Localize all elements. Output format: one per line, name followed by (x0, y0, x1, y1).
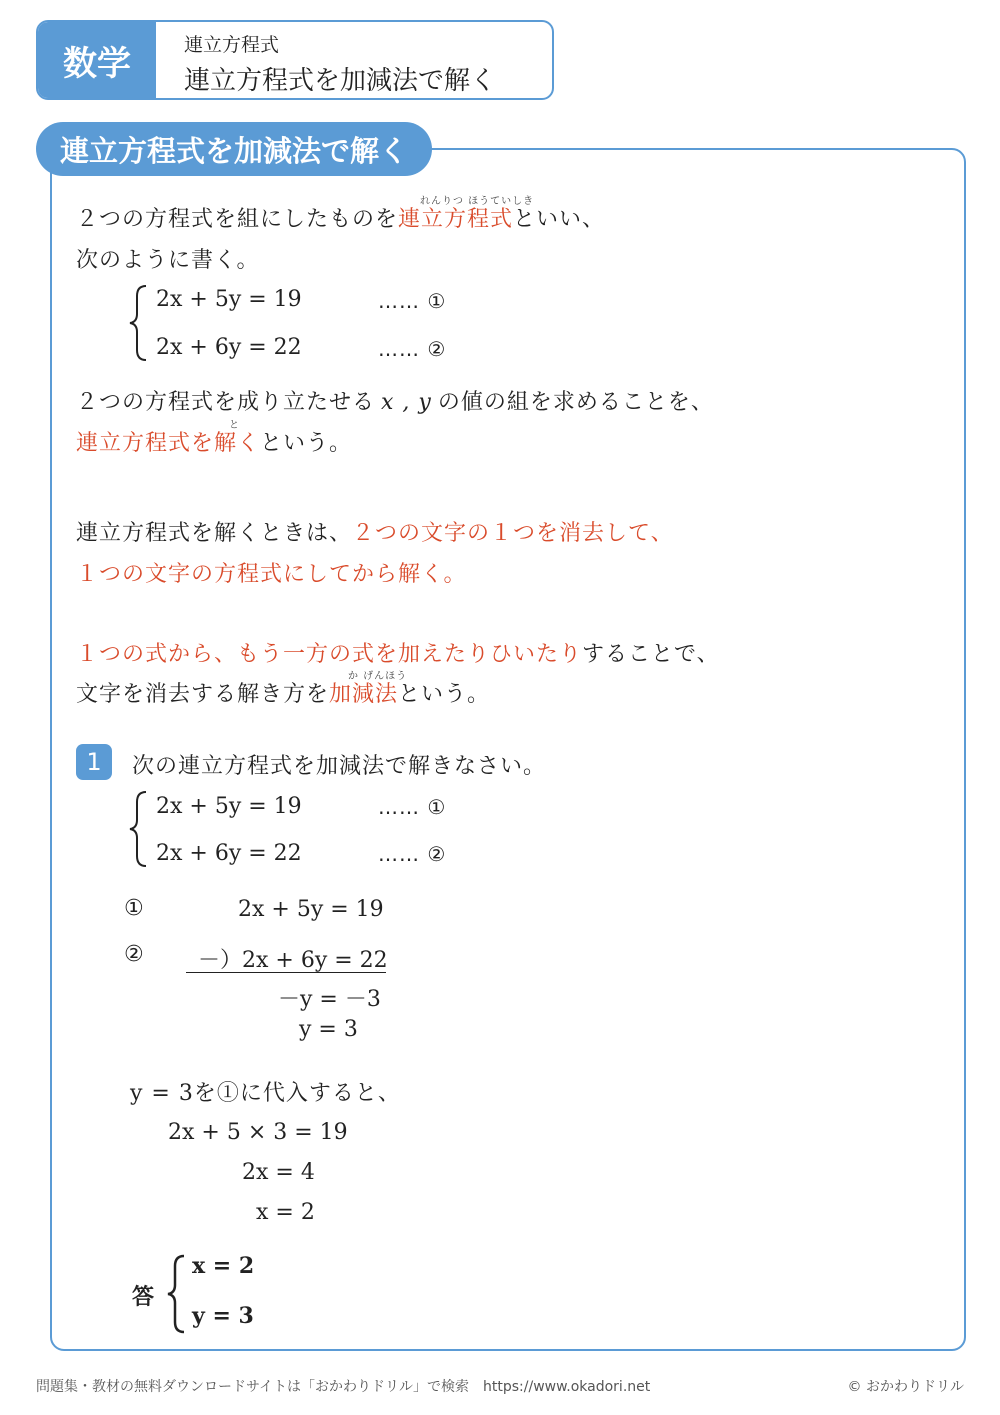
paragraph-1-line-1 (76, 202, 605, 233)
system-1-eq-1: 2x + 5y = 19 (156, 287, 302, 312)
paragraph-4-line-2 (76, 677, 490, 708)
work-row-2: －）2x + 6y = 22 (198, 948, 388, 973)
p4-red: １つの式から、もう一方の式を加えたりひいたり (76, 642, 583, 667)
term-toku-kanji: 解 (214, 431, 238, 456)
substitution-row-2: 2x = 4 (242, 1160, 315, 1185)
system-2-eq-2: 2x + 6y = 22 (156, 841, 302, 866)
footer-left: 問題集・教材の無料ダウンロードサイトは「おかわりドリル」で検索 https://www.okadori.net (36, 1379, 651, 1395)
answer-y: y = 3 (192, 1303, 254, 1329)
work-row-4: y = 3 (299, 1017, 358, 1042)
term-renritsu-houteishiki: 連立方程式 (398, 207, 514, 232)
work-label-1: ① (124, 896, 145, 921)
substitution-row-3: x = 2 (256, 1200, 315, 1225)
p4-line2-b: という。 (398, 682, 491, 707)
footer-right: © おかわりドリル (847, 1379, 964, 1395)
system-1-mark-2: …… ② (378, 337, 447, 361)
problem-instruction: 次の連立方程式を加減法で解きなさい。 (132, 754, 547, 779)
p2-text-b: の値の組を求めることを、 (437, 390, 714, 415)
unit-label: 連立方程式 (184, 34, 280, 56)
ruby-renritsu: れんりつ ほうていしき (420, 196, 535, 207)
ruby-kagenhou: か げんほう (348, 671, 408, 682)
system-2-mark-2: …… ② (378, 842, 447, 866)
p2-text-a: ２つの方程式を成り立たせる (76, 390, 376, 415)
system-1-mark-1: …… ① (378, 289, 447, 313)
answer-brace (164, 1254, 188, 1334)
paragraph-2-line-1 (76, 385, 714, 416)
p4-text-a: することで、 (582, 642, 720, 667)
system-2-eq-1: 2x + 5y = 19 (156, 794, 302, 819)
term-toku-b: く (237, 431, 261, 456)
paragraph-1-line-2: 次のように書く。 (76, 248, 260, 273)
p1-text-b: といい、 (513, 207, 606, 232)
answer-x: x = 2 (192, 1253, 255, 1279)
system-1-brace (126, 284, 150, 362)
p3-red-1: ２つの文字の１つを消去して、 (352, 521, 674, 546)
substitution-row-1: 2x + 5 × 3 = 19 (168, 1120, 348, 1145)
work-label-2: ② (124, 942, 145, 967)
paragraph-4-line-1 (76, 637, 720, 668)
p3-text-a: 連立方程式を解くときは、 (76, 521, 353, 546)
paragraph-2-line-2 (76, 426, 352, 457)
term-kagenhou: 加減法 (329, 682, 399, 707)
paragraph-3-line-2: １つの文字の方程式にしてから解く。 (76, 562, 467, 587)
p1-text-a: ２つの方程式を組にしたものを (76, 207, 399, 232)
substitution-text: y = 3を①に代入すると、 (130, 1081, 401, 1106)
header-box (36, 20, 554, 100)
ruby-toku: と (229, 420, 240, 431)
p2-vars: x , y (381, 390, 432, 415)
topic-label: 連立方程式を加減法で解く (184, 66, 497, 96)
p4-line2-a: 文字を消去する解き方を (76, 682, 330, 707)
subject-badge: 数学 (38, 22, 156, 98)
system-1-eq-2: 2x + 6y = 22 (156, 335, 302, 360)
paragraph-3-line-1 (76, 516, 674, 547)
work-row-1: 2x + 5y = 19 (238, 897, 384, 922)
p2-text-c: という。 (260, 431, 353, 456)
answer-label: 答 (132, 1285, 156, 1310)
section-title: 連立方程式を加減法で解く (36, 122, 432, 176)
system-2-mark-1: …… ① (378, 795, 447, 819)
term-toku-a: 連立方程式を (76, 431, 215, 456)
work-rule (186, 972, 386, 973)
system-2-brace (126, 790, 150, 868)
work-row-3: －y = －3 (278, 987, 381, 1012)
problem-number-badge: 1 (76, 744, 112, 780)
